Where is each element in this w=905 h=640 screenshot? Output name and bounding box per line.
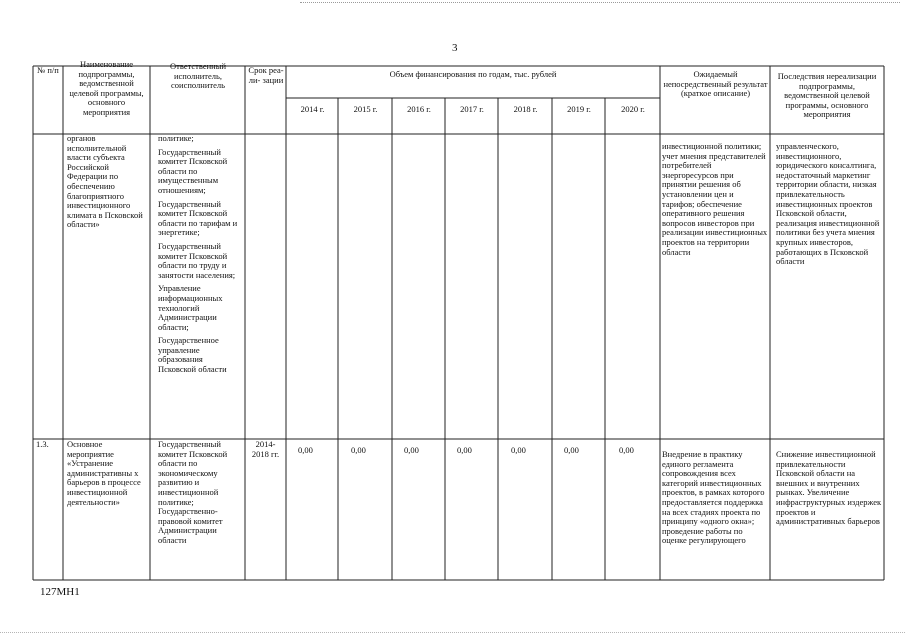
value-2016: 0,00 [404,445,419,455]
header-funding: Объем финансирования по годам, тыс. рублей [389,70,557,79]
header-num: № п/п [37,66,59,75]
year-2018: 2018 г. [513,104,538,114]
cont-name: органов исполнительной власти субъекта Российской Федерации по обеспечению благоприятного инвестиционного климата в Псковской области» [67,134,143,230]
header-name: Наименование подпрограммы, ведомственной целевой программы, основного мероприятия [69,60,144,117]
year-2016: 2016 г. [407,104,431,114]
resp-line: Государственное управление образования Псковской области [158,335,227,375]
value-2014: 0,00 [298,445,313,455]
value-2018: 0,00 [511,445,526,455]
row13-consequences: Снижение инвестиционной привлекательности Псковской области на внешних и внутренних рынках. Увеличение инфраструктурных издержек проектов и административных барьеров [776,450,882,527]
footer-code: 127МН1 [40,586,80,598]
row13-num: 1.3. [36,440,49,449]
resp-line: Управление информационных технологий Администрации области; [158,283,223,332]
cont-responsible [158,134,240,375]
header-consequences: Последствия нереализации подпрограммы, ведомственной целевой программы, основного мероприятия [777,72,877,120]
resp-line: политике; [158,134,194,143]
resp-line: Государственный комитет Псковской области по тарифам и энергетике; [158,198,238,238]
year-2020: 2020 г. [621,104,645,114]
cont-consequences: управленческого, инвестиционного, юридического консалтинга, недостаточный маркетинг территории области, низкая привлекательность инвестиционных проектов Псковской области, реализация инвестиционной политики без учета мнения крупных инвесторов, работающих в Псковской области [776,142,880,267]
row13-term: 2014- 2018 гг. [251,440,280,459]
year-2015: 2015 г. [353,104,378,114]
header-term: Срок реа- ли- зации [248,66,284,85]
page-number: 3 [452,42,458,54]
resp-line: Государственный комитет Псковской области по труду и занятости населения; [158,240,236,280]
value-2015: 0,00 [351,445,366,455]
resp-line: Государственный комитет Псковской области по имущественным отношениям; [158,146,228,195]
row13-name: Основное мероприятие «Устранение административны х барьеров в процессе инвестиционной деятельности» [67,440,141,507]
value-2017: 0,00 [457,445,472,455]
year-2019: 2019 г. [567,104,591,114]
header-responsible: Ответственный исполнитель, соисполнитель [170,62,226,91]
row13-responsible: Государственный комитет Псковской области по экономическому развитию и инвестиционной политике; Государственно- правовой комитет Администрации области [158,440,228,545]
row13-result: Внедрение в практику единого регламента сопровождения всех категорий инвестиционных проектов, в рамках которого предоставляется поддержка на всех стадиях проекта по принципу «одного окна»; проведение работы по оценке регулирующего [662,450,765,546]
header-result: Ожидаемый непосредственный результат (краткое описание) [663,70,768,99]
value-2019: 0,00 [564,445,579,455]
year-2017: 2017 г. [460,104,484,114]
year-2014: 2014 г. [300,104,325,114]
value-2020: 0,00 [619,445,634,455]
cont-result: инвестиционной политики; учет мнения представителей потребителей энергоресурсов при принятии решения об установлении цен и тарифов; обеспечение оперативного решения вопросов инвесторов при реализации инвестиционных проектов на территории области [662,142,768,257]
